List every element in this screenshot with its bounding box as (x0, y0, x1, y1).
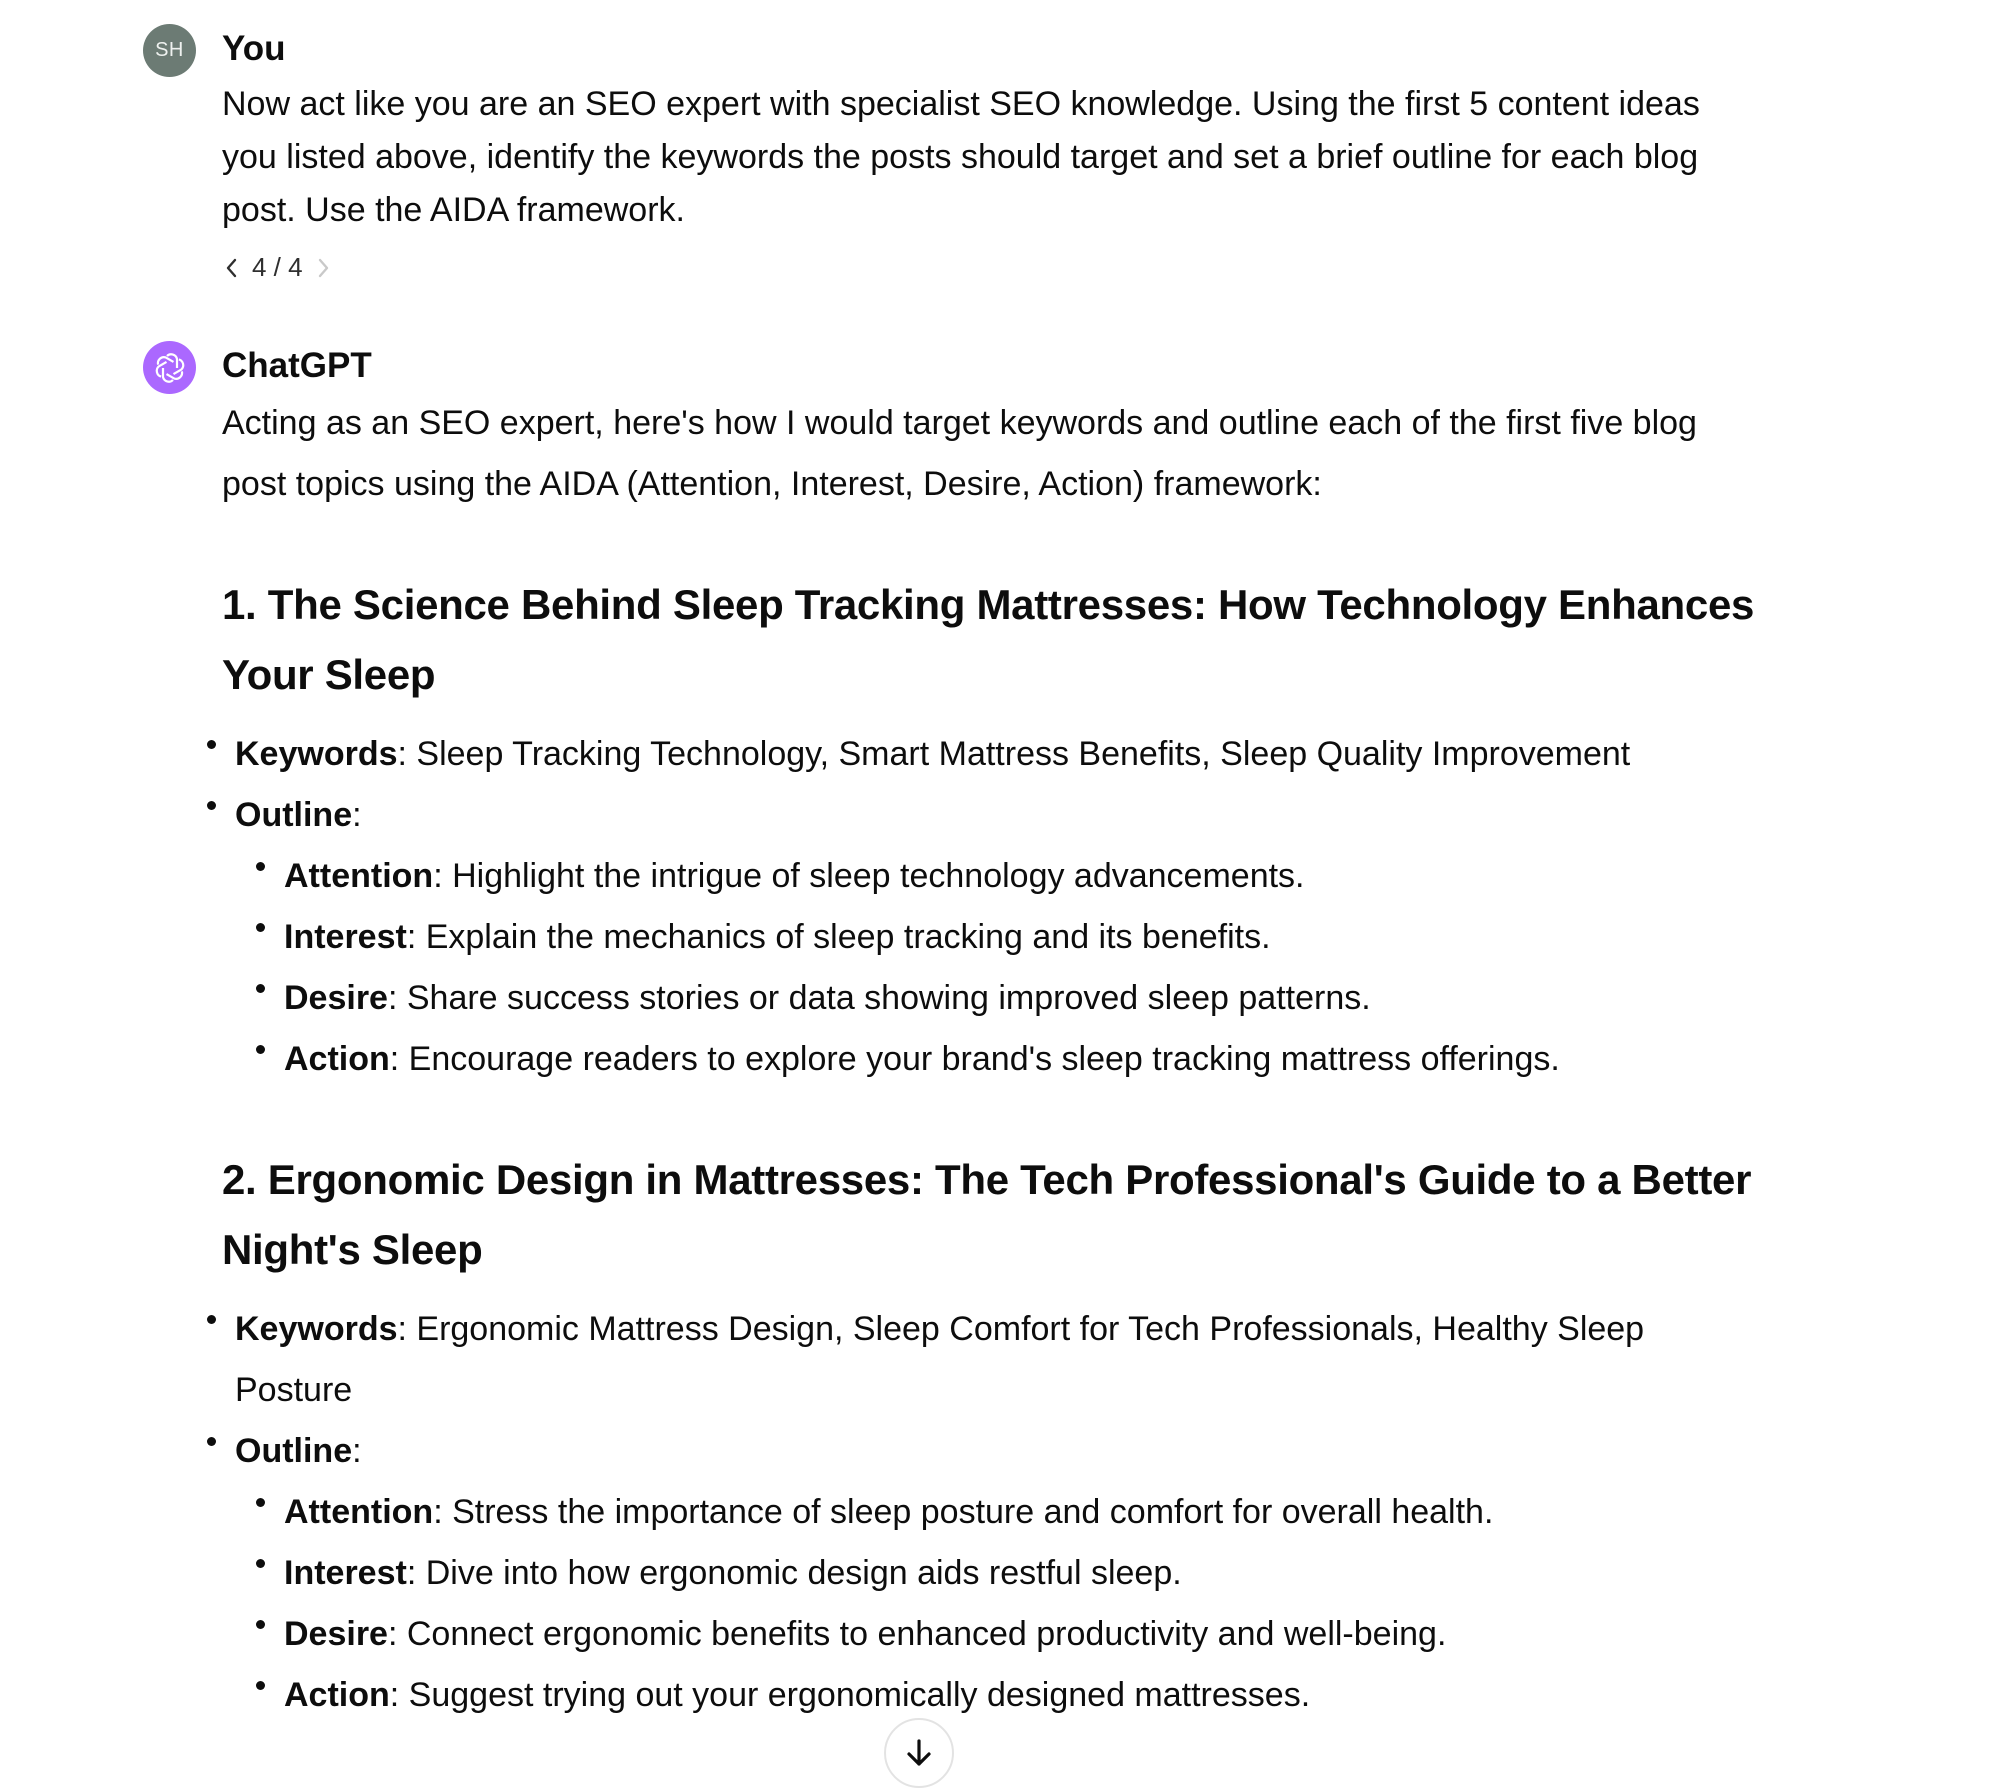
user-message-text: Now act like you are an SEO expert with specialist SEO knowledge. Using the first 5 content ideas you listed above, identify the keywords the posts should target and set a brief outline for each blog post. Use the AIDA framework. (222, 85, 1700, 229)
outline-point-text: : Encourage readers to explore your brand's sleep tracking mattress offerings. (389, 1040, 1560, 1078)
scroll-to-bottom-button[interactable] (884, 1718, 954, 1788)
keywords-label: Keywords (235, 735, 398, 773)
outline-point-label: Desire (284, 1615, 388, 1653)
outline-point-text: : Share success stories or data showing improved sleep patterns. (387, 979, 1371, 1017)
outline-point (284, 907, 1762, 968)
outline-point (284, 1543, 1762, 1604)
outline-suffix: : (352, 1432, 362, 1470)
user-author-name: You (222, 29, 286, 68)
outline-point (284, 846, 1762, 907)
section-list (222, 1299, 1762, 1726)
outline-point-text: : Highlight the intrigue of sleep technology advancements. (433, 857, 1305, 895)
assistant-message-body (222, 393, 1762, 1726)
keywords-item (235, 724, 1762, 785)
assistant-author-name: ChatGPT (222, 346, 372, 385)
outline-point (284, 1604, 1762, 1665)
chevron-left-icon[interactable] (222, 253, 242, 283)
section-heading: 2. Ergonomic Design in Mattresses: The Tech Professional's Guide to a Better Night's Sleep (222, 1156, 1752, 1273)
outline-point-label: Attention (284, 1493, 434, 1531)
outline-point-text: : Stress the importance of sleep posture and comfort for overall health. (433, 1493, 1494, 1531)
user-avatar[interactable] (143, 24, 196, 77)
section-heading: 1. The Science Behind Sleep Tracking Mattresses: How Technology Enhances Your Sleep (222, 581, 1755, 698)
outline-point (284, 1029, 1762, 1090)
openai-logo-icon (143, 341, 196, 394)
outline-list (235, 846, 1762, 1090)
outline-label: Outline (235, 796, 353, 834)
keywords-label: Keywords (235, 1310, 398, 1348)
outline-point (284, 1665, 1762, 1726)
outline-label: Outline (235, 1432, 353, 1470)
outline-suffix: : (352, 796, 362, 834)
outline-point (284, 1482, 1762, 1543)
outline-list (235, 1482, 1762, 1726)
user-avatar-initials: SH (155, 39, 184, 61)
keywords-text: : Ergonomic Mattress Design, Sleep Comfort for Tech Professionals, Healthy Sleep Posture (235, 1310, 1645, 1409)
message-pager (222, 252, 333, 283)
outline-point-label: Action (284, 1676, 390, 1714)
outline-point-text: : Connect ergonomic benefits to enhanced productivity and well-being. (387, 1615, 1447, 1653)
arrow-down-icon (902, 1736, 936, 1770)
outline-item (235, 1421, 1762, 1726)
outline-point-text: : Suggest trying out your ergonomically designed mattresses. (389, 1676, 1311, 1714)
section-list (222, 724, 1762, 1090)
outline-point-text: : Explain the mechanics of sleep tracking and its benefits. (406, 918, 1271, 956)
outline-point-label: Attention (284, 857, 434, 895)
assistant-intro: Acting as an SEO expert, here's how I would target keywords and outline each of the first five blog post topics using the AIDA (Attention, Interest, Desire, Action) framework: (222, 404, 1697, 503)
outline-point-label: Interest (284, 1554, 407, 1592)
keywords-text: : Sleep Tracking Technology, Smart Mattress Benefits, Sleep Quality Improvement (397, 735, 1631, 773)
pager-count: 4 / 4 (252, 252, 303, 282)
outline-point-label: Desire (284, 979, 388, 1017)
outline-point-text: : Dive into how ergonomic design aids restful sleep. (406, 1554, 1182, 1592)
chevron-right-icon (313, 253, 333, 283)
outline-point-label: Action (284, 1040, 390, 1078)
outline-point-label: Interest (284, 918, 407, 956)
outline-point (284, 968, 1762, 1029)
keywords-item (235, 1299, 1762, 1421)
outline-item (235, 785, 1762, 1090)
